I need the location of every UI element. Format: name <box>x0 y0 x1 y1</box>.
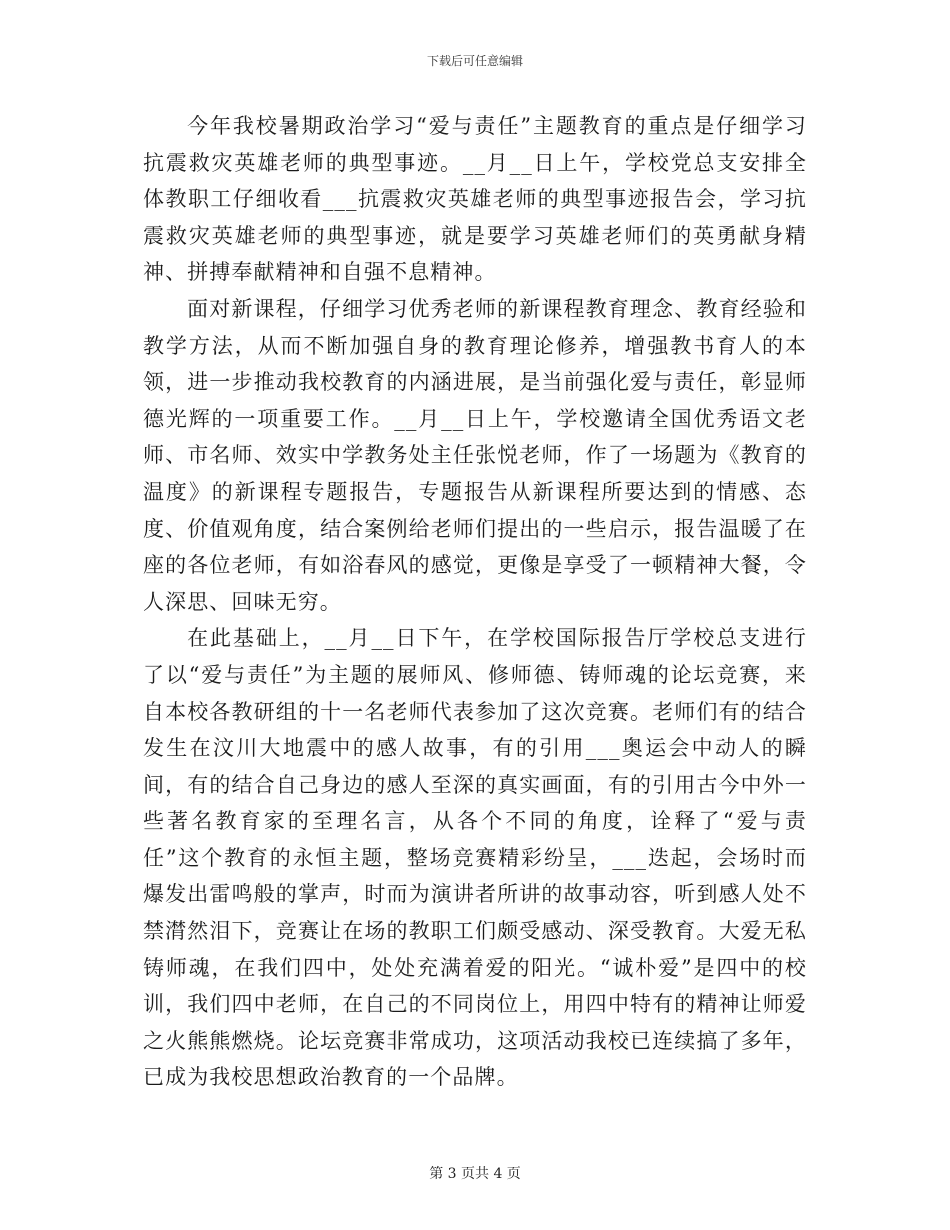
page-number: 第 3 页共 4 页 <box>429 1166 521 1182</box>
document-body <box>143 108 807 1096</box>
paragraph-3: 在此基础上，__月__日下午，在学校国际报告厅学校总支进行了以“爱与责任”为主题的展师风、修师德、铸师魂的论坛竞赛，来自本校各教研组的十一名老师代表参加了这次竞赛。老师们有的结合发生在汶川大地震中的感人故事，有的引用___奥运会中动人的瞬间，有的结合自己身边的感人至深的真实画面，有的引用古今中外一些著名教育家的至理名言，从各个不同的角度，诠释了“爱与责任”这个教育的永恒主题，整场竞赛精彩纷呈，___迭起，会场时而爆发出雷鸣般的掌声，时而为演讲者所讲的故事动容，听到感人处不禁潸然泪下，竞赛让在场的教职工们颇受感动、深受教育。大爱无私铸师魂，在我们四中，处处充满着爱的阳光。“诚朴爱”是四中的校训，我们四中老师，在自己的不同岗位上，用四中特有的精神让师爱之火熊熊燃烧。论坛竞赛非常成功，这项活动我校已连续搞了多年，已成为我校思想政治教育的一个品牌。 <box>143 626 807 1090</box>
paragraph-1: 今年我校暑期政治学习“爱与责任”主题教育的重点是仔细学习抗震救灾英雄老师的典型事迹。__月__日上午，学校党总支安排全体教职工仔细收看___抗震救灾英雄老师的典型事迹报告会，学习抗震救灾英雄老师的典型事迹，就是要学习英雄老师们的英勇献身精神、拼搏奉献精神和自强不息精神。 <box>143 114 807 285</box>
paragraph-2: 面对新课程，仔细学习优秀老师的新课程教育理念、教育经验和教学方法，从而不断加强自身的教育理论修养，增强教书育人的本领，进一步推动我校教育的内涵进展，是当前强化爱与责任，彰显师德光辉的一项重要工作。__月__日上午，学校邀请全国优秀语文老师、市名师、效实中学教务处主任张悦老师，作了一场题为《教育的温度》的新课程专题报告，专题报告从新课程所要达到的情感、态度、价值观角度，结合案例给老师们提出的一些启示，报告温暖了在座的各位老师，有如浴春风的感觉，更像是享受了一顿精神大餐，令人深思、回味无穷。 <box>143 296 807 614</box>
page-header: 下载后可任意编辑 <box>426 54 523 68</box>
